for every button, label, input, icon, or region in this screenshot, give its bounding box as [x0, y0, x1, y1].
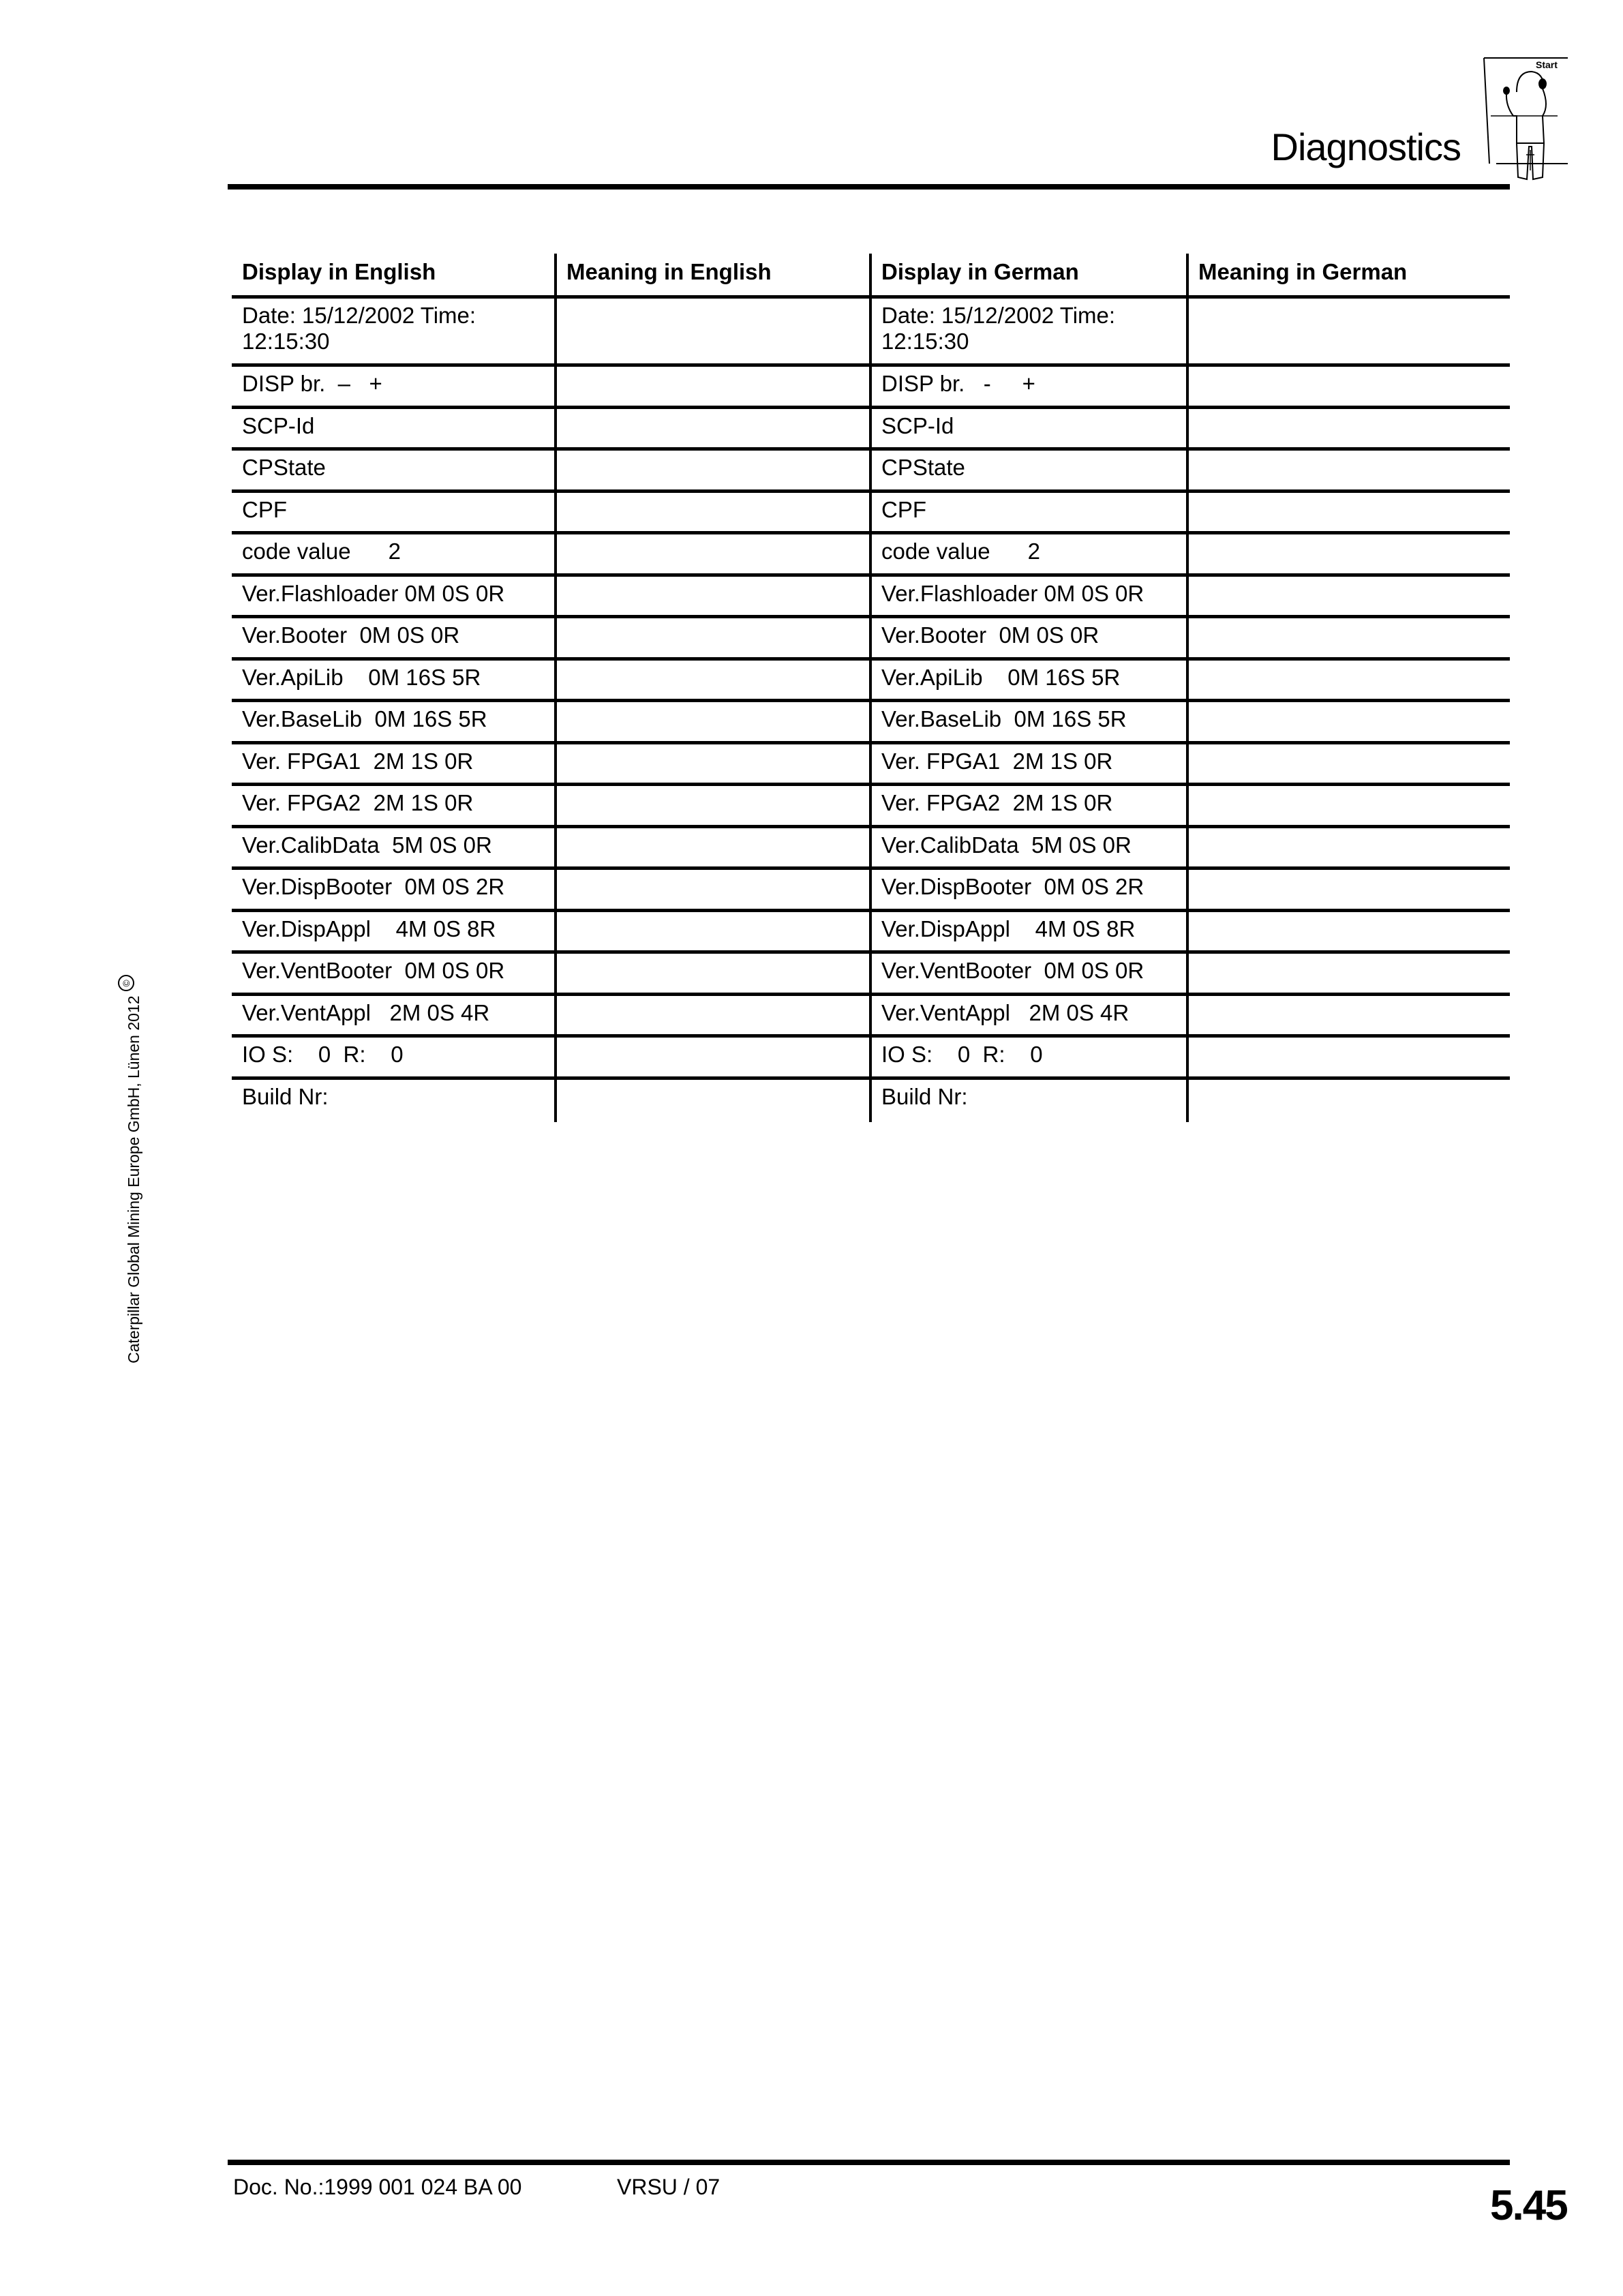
person-pressing-start-button-icon — [1483, 51, 1568, 184]
table-row — [232, 299, 1510, 367]
cell-display-en: Date: 15/12/2002 Time: 12:15:30 — [242, 303, 476, 354]
cell-meaning-en — [554, 577, 869, 616]
cell-display-en: Ver.Booter 0M 0S 0R — [242, 622, 460, 648]
copyright-text: Caterpillar Global Mining Europe GmbH, Lünen 2012 — [125, 995, 142, 1363]
table-header-row — [232, 254, 1510, 299]
cell-display-de: CPState — [869, 451, 1186, 489]
cell-display-en: Ver.DispAppl 4M 0S 8R — [242, 916, 496, 941]
table-row — [232, 409, 1510, 451]
cell-display-de: Ver.Booter 0M 0S 0R — [869, 618, 1186, 657]
cell-display-en: CPState — [242, 455, 326, 480]
cell-meaning-de — [1186, 786, 1510, 825]
cell-display-de: Build Nr: — [869, 1080, 1186, 1122]
cell-meaning-de — [1186, 870, 1510, 909]
cell-display-en: code value 2 — [242, 539, 401, 564]
cell-display-en: Ver.VentBooter 0M 0S 0R — [242, 958, 505, 983]
table-row — [232, 954, 1510, 996]
cell-meaning-de — [1186, 954, 1510, 993]
cell-meaning-en — [554, 786, 869, 825]
cell-display-de: DISP br. - + — [869, 367, 1186, 406]
cell-meaning-de — [1186, 367, 1510, 406]
cell-meaning-en — [554, 409, 869, 448]
table-row — [232, 828, 1510, 871]
cell-display-en: Ver. FPGA1 2M 1S 0R — [242, 748, 474, 774]
cell-meaning-de — [1186, 912, 1510, 951]
cell-meaning-en — [554, 618, 869, 657]
table-row — [232, 744, 1510, 787]
cell-display-en: CPF — [242, 496, 287, 522]
cell-display-en: Ver.Flashloader 0M 0S 0R — [242, 580, 505, 606]
cell-meaning-de — [1186, 996, 1510, 1035]
cell-display-de: Ver.CalibData 5M 0S 0R — [869, 828, 1186, 867]
cell-meaning-en — [554, 451, 869, 489]
page-title: Diagnostics — [1271, 125, 1461, 168]
cell-display-en: Ver. FPGA2 2M 1S 0R — [242, 790, 474, 815]
cell-meaning-en — [554, 1080, 869, 1122]
cell-meaning-de — [1186, 534, 1510, 573]
svg-text:Start: Start — [1536, 59, 1558, 70]
cell-meaning-en — [554, 912, 869, 951]
column-header-meaning-de: Meaning in German — [1186, 254, 1510, 295]
cell-meaning-de — [1186, 451, 1510, 489]
cell-meaning-en — [554, 493, 869, 532]
cell-meaning-en — [554, 661, 869, 699]
cell-display-de: Date: 15/12/2002 Time: 12:15:30 — [869, 299, 1186, 363]
cell-meaning-de — [1186, 493, 1510, 532]
cell-display-de: Ver. FPGA2 2M 1S 0R — [869, 786, 1186, 825]
page-number: 5.45 — [1490, 2182, 1567, 2229]
table-row — [232, 870, 1510, 912]
column-header-display-de: Display in German — [869, 254, 1186, 295]
table-row — [232, 1080, 1510, 1122]
cell-meaning-de — [1186, 828, 1510, 867]
cell-display-de: Ver.Flashloader 0M 0S 0R — [869, 577, 1186, 616]
cell-meaning-en — [554, 954, 869, 993]
table-row — [232, 786, 1510, 828]
cell-display-en: Ver.DispBooter 0M 0S 2R — [242, 874, 505, 899]
cell-display-en: Ver.BaseLib 0M 16S 5R — [242, 706, 487, 731]
cell-meaning-en — [554, 702, 869, 741]
cell-meaning-en — [554, 367, 869, 406]
table-row — [232, 996, 1510, 1038]
cell-meaning-de — [1186, 1038, 1510, 1076]
cell-display-de: Ver.ApiLib 0M 16S 5R — [869, 661, 1186, 699]
cell-display-de: code value 2 — [869, 534, 1186, 573]
cell-meaning-de — [1186, 299, 1510, 363]
column-header-display-en: Display in English — [242, 259, 436, 284]
cell-meaning-en — [554, 744, 869, 783]
cell-meaning-en — [554, 870, 869, 909]
table-row — [232, 577, 1510, 619]
copyright-icon: © — [118, 975, 134, 991]
table-row — [232, 702, 1510, 744]
table-row — [232, 534, 1510, 577]
header-rule — [228, 184, 1510, 190]
footer-rule — [228, 2160, 1510, 2165]
column-header-meaning-en: Meaning in English — [554, 254, 869, 295]
cell-meaning-de — [1186, 702, 1510, 741]
cell-meaning-en — [554, 996, 869, 1035]
cell-display-en: DISP br. – + — [242, 371, 382, 396]
table-row — [232, 661, 1510, 703]
cell-meaning-de — [1186, 618, 1510, 657]
cell-meaning-de — [1186, 409, 1510, 448]
document-number: Doc. No.:1999 001 024 BA 00 — [233, 2175, 522, 2199]
cell-display-de: CPF — [869, 493, 1186, 532]
table-row — [232, 451, 1510, 493]
cell-display-de: Ver.VentBooter 0M 0S 0R — [869, 954, 1186, 993]
cell-meaning-de — [1186, 577, 1510, 616]
table-row — [232, 1038, 1510, 1080]
cell-display-de: Ver.BaseLib 0M 16S 5R — [869, 702, 1186, 741]
document-version: VRSU / 07 — [617, 2175, 721, 2199]
cell-display-en: IO S: 0 R: 0 — [242, 1042, 404, 1067]
cell-display-de: SCP-Id — [869, 409, 1186, 448]
cell-display-de: IO S: 0 R: 0 — [869, 1038, 1186, 1076]
cell-display-de: Ver.DispAppl 4M 0S 8R — [869, 912, 1186, 951]
side-copyright — [121, 975, 144, 1363]
cell-meaning-en — [554, 299, 869, 363]
diagnostics-table — [232, 254, 1510, 1122]
cell-meaning-de — [1186, 744, 1510, 783]
table-row — [232, 367, 1510, 409]
cell-display-en: Build Nr: — [242, 1083, 329, 1109]
cell-display-en: Ver.VentAppl 2M 0S 4R — [242, 999, 490, 1025]
cell-meaning-de — [1186, 661, 1510, 699]
cell-meaning-en — [554, 1038, 869, 1076]
cell-meaning-de — [1186, 1080, 1510, 1122]
cell-display-de: Ver. FPGA1 2M 1S 0R — [869, 744, 1186, 783]
cell-display-de: Ver.VentAppl 2M 0S 4R — [869, 996, 1186, 1035]
table-row — [232, 912, 1510, 954]
cell-meaning-en — [554, 828, 869, 867]
cell-display-en: Ver.ApiLib 0M 16S 5R — [242, 664, 481, 690]
table-row — [232, 493, 1510, 535]
cell-display-de: Ver.DispBooter 0M 0S 2R — [869, 870, 1186, 909]
cell-display-en: Ver.CalibData 5M 0S 0R — [242, 832, 492, 858]
cell-display-en: SCP-Id — [242, 412, 315, 438]
cell-meaning-en — [554, 534, 869, 573]
table-row — [232, 618, 1510, 661]
